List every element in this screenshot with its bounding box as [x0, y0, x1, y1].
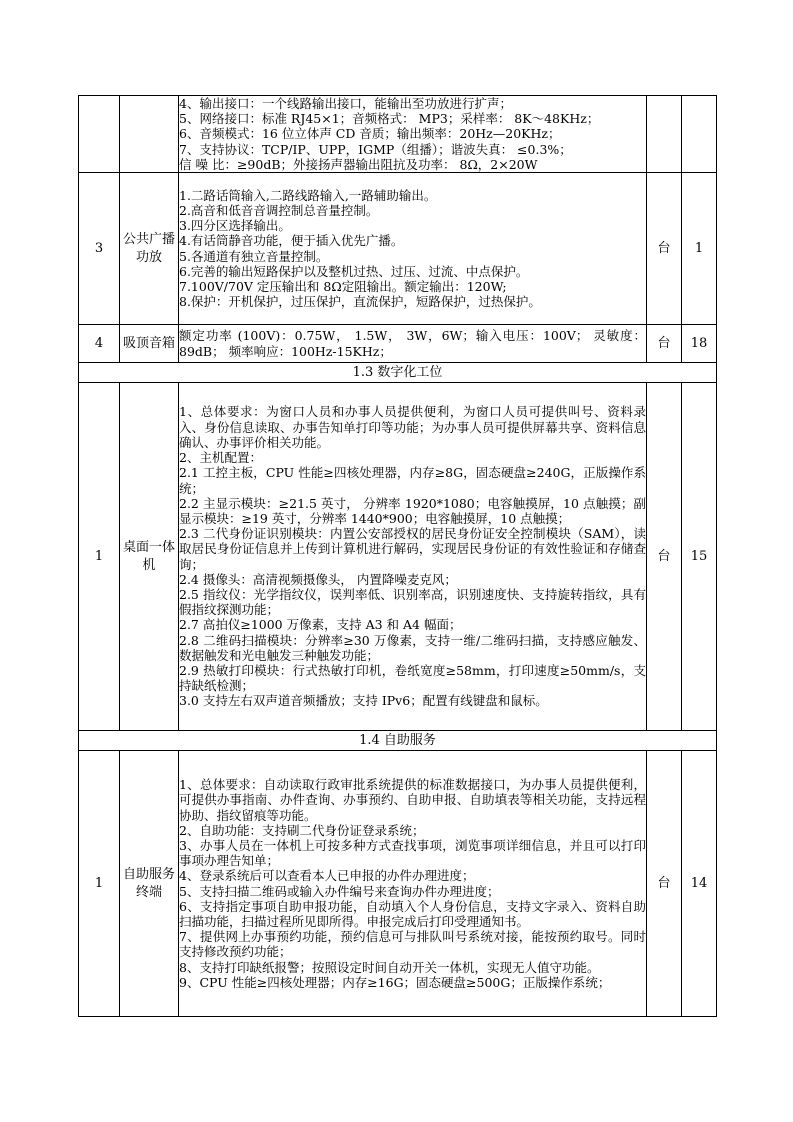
section-header-row [79, 731, 717, 751]
equipment-spec-table [78, 95, 717, 1017]
spec-line: 9、CPU 性能≥四核处理器；内存≥16G；固态硬盘≥500G；正版操作系统； [179, 974, 611, 990]
spec-line: 2.8 二维码扫描模块：分辨率≥30 万像素，支持一维/二维码扫描，支持感应触发、数据触发和光电触发三种触发功能； [179, 632, 646, 663]
spec-line: 7、提供网上办事预约功能，预约信息可与排队叫号系统对接，能按预约取号。同时支持修改预约功能； [179, 929, 646, 960]
spec-description-cell [179, 383, 647, 731]
item-number-cell: 4 [79, 325, 120, 363]
item-name-cell: 吸顶音箱 [120, 325, 179, 363]
spec-line: 2.高音和低音音调控制总音量控制。 [179, 202, 379, 218]
quantity-cell: 1 [682, 173, 717, 325]
spec-line: 6、音频模式：16 位立体声 CD 音质；输出频率：20Hz—20KHz； [179, 126, 561, 142]
spec-line: 5、网络接口：标准 RJ45×1；音频格式： MP3；采样率： 8K～48KHz； [179, 111, 600, 127]
item-number-cell [79, 96, 120, 173]
quantity-cell: 18 [682, 325, 717, 363]
unit-cell: 台 [647, 173, 682, 325]
spec-line: 6.完善的输出短路保护以及整机过热、过压、过流、中点保护。 [179, 263, 529, 279]
unit-cell [647, 96, 682, 173]
item-name-cell: 公共广播功放 [120, 173, 179, 325]
spec-line: 4.有话筒静音功能，便于插入优先广播。 [179, 233, 404, 249]
spec-line: 7、支持协议：TCP/IP、UPP，IGMP（组播）；谐波失真： ≤0.3%； [179, 141, 572, 157]
item-name-cell: 自助服务终端 [120, 751, 179, 1017]
item-name-cell: 桌面一体机 [120, 383, 179, 731]
quantity-cell: 14 [682, 751, 717, 1017]
spec-line: 3、办事人员在一体机上可按多种方式查找事项，浏览事项详细信息，并且可以打印事项办理告知单； [179, 837, 646, 869]
spec-line: 2、主机配置： [179, 450, 262, 466]
section-header-row [79, 363, 717, 383]
section-title: 1.4 自助服务 [79, 731, 717, 751]
spec-line: 2.4 摄像头：高清视频摄像头， 内置降噪麦克风； [179, 571, 457, 587]
spec-line: 4、输出接口：一个线路输出接口，能输出至功放进行扩声； [179, 96, 512, 111]
unit-cell: 台 [647, 383, 682, 731]
spec-description-cell [179, 751, 647, 1017]
spec-line: 信 噪 比：≥90dB；外接扬声器输出阻抗及功率： 8Ω，2×20W [179, 156, 538, 172]
spec-line: 5.各通道有独立音量控制。 [179, 248, 329, 264]
quantity-cell [682, 96, 717, 173]
item-number-cell: 3 [79, 173, 120, 325]
spec-line: 2.7 高拍仪≥1000 万像素，支持 A3 和 A4 幅面； [179, 617, 462, 633]
spec-line: 6、支持指定事项自助申报功能，自动填入个人身份信息，支持文字录入、资料自助扫描功能，扫描过程所见即所得。申报完成后打印受理通知书。 [179, 898, 646, 929]
spec-line: 7.100V/70V 定压输出和 8Ω定阻输出。额定输出：120W; [179, 278, 507, 294]
table-row [79, 96, 717, 173]
section-title: 1.3 数字化工位 [79, 363, 717, 383]
spec-line: 3.0 支持左右双声道音频播放；支持 IPv6；配置有线键盘和鼠标。 [179, 693, 548, 709]
table-row [79, 325, 717, 363]
spec-table-body [79, 96, 717, 1017]
unit-cell: 台 [647, 751, 682, 1017]
table-row [79, 173, 717, 325]
spec-line: 3.四分区选择输出。 [179, 218, 291, 234]
item-number-cell: 1 [79, 383, 120, 731]
spec-line: 5、支持扫描二维码或输入办件编号来查询办件办理进度； [179, 883, 500, 899]
spec-line: 2.1 工控主板，CPU 性能≥四核处理器，内存≥8G，固态硬盘≥240G，正版操作系统； [179, 465, 646, 496]
spec-line: 1、总体要求：自动读取行政审批系统提供的标准数据接口，为办事人员提供便利，可提供办事指南、办件查询、办事预约、自助申报、自助填表等相关功能，支持远程协助、指纹留痕等功能。 [179, 777, 646, 823]
unit-cell: 台 [647, 325, 682, 363]
item-number-cell: 1 [79, 751, 120, 1017]
spec-line: 4、登录系统后可以查看本人已申报的办件办理进度； [179, 868, 475, 884]
spec-description-cell [179, 96, 647, 173]
spec-line: 2.9 热敏打印模块：行式热敏打印机，卷纸宽度≥58mm，打印速度≥50mm/s，支持缺纸检测； [179, 662, 646, 694]
spec-line: 8.保护：开机保护，过压保护，直流保护，短路保护，过热保护。 [179, 294, 541, 310]
spec-line: 2.2 主显示模块：≥21.5 英寸， 分辨率 1920*1080；电容触摸屏，10 点触摸；副显示模块：≥19 英寸，分辨率 1440*900；电容触摸屏，10 点触摸； [179, 495, 646, 526]
spec-line: 1.二路话筒输入,二路线路输入,一路辅助输出。 [179, 187, 437, 203]
spec-line: 2.3 二代身份证识别模块：内置公安部授权的居民身份证安全控制模块（SAM），读取居民身份证信息并上传到计算机进行解码，实现居民身份证的有效性验证和存储查询； [179, 526, 646, 572]
table-row [79, 751, 717, 1017]
spec-description-cell [179, 173, 647, 325]
spec-line: 2、自助功能：支持刷二代身份证登录系统； [179, 822, 425, 838]
spec-line: 8、支持打印缺纸报警；按照设定时间自动开关一体机，实现无人值守功能。 [179, 959, 600, 975]
spec-line: 额定功率 (100V)：0.75W， 1.5W， 3W，6W；输入电压：100V； 灵敏度：89dB； 频率响应：100Hz-15KHz； [179, 328, 646, 359]
spec-description-cell [179, 325, 647, 363]
table-row [79, 383, 717, 731]
quantity-cell: 15 [682, 383, 717, 731]
spec-line: 2.5 指纹仪：光学指纹仪，误判率低、识别率高，识别速度快、支持旋转指纹，具有假指纹探测功能； [179, 586, 646, 618]
item-name-cell [120, 96, 179, 173]
spec-line: 1、总体要求：为窗口人员和办事人员提供便利，为窗口人员可提供叫号、资料录入、身份信息读取、办事告知单打印等功能；为办事人员可提供屏幕共享、资料信息确认、办事评价相关功能。 [179, 404, 646, 450]
